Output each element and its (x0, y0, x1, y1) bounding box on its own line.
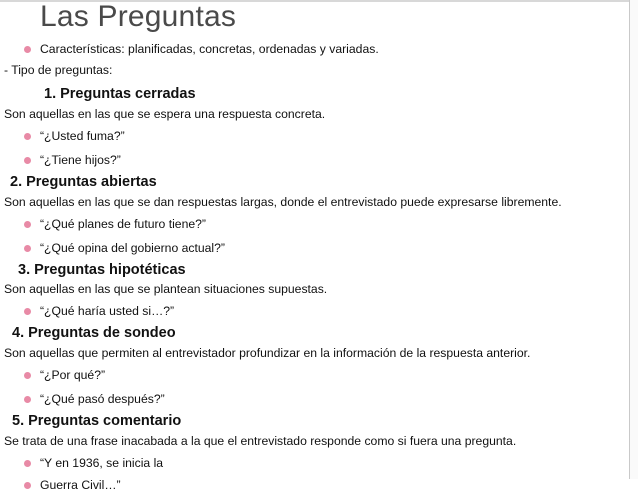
bullet-icon (24, 372, 31, 379)
intro-text: Características: planificadas, concretas, ordenadas y variadas. (40, 42, 379, 56)
bullet-icon (24, 308, 31, 315)
section-description-cerradas (4, 106, 630, 122)
description-text: Son aquellas en las que se espera una respuesta concreta. (4, 107, 326, 121)
bullet-icon (24, 133, 31, 140)
bullet-icon (24, 221, 31, 228)
section-heading-sondeo: 4. Preguntas de sondeo (12, 325, 176, 341)
example-item (24, 128, 630, 144)
example-text: “¿Qué pasó después?” (40, 392, 165, 406)
slide-content (4, 41, 630, 493)
example-text: “¿Usted fuma?” (40, 129, 125, 143)
intro-bullet (24, 41, 630, 57)
section-description-sondeo (4, 345, 630, 361)
description-text: Se trata de una frase inacabada a la que el entrevistado responde como si fuera una pregunta. (4, 434, 517, 448)
section-description-comentario (4, 433, 630, 449)
slide-right-border (629, 0, 638, 479)
example-item (24, 455, 630, 471)
bullet-icon (24, 396, 31, 403)
example-item (24, 152, 630, 168)
bullet-icon (24, 46, 31, 53)
example-item (24, 303, 630, 319)
example-text: “Y en 1936, se inicia la (40, 456, 164, 470)
example-text: Guerra Civil…” (40, 478, 121, 492)
example-text: “¿Qué planes de futuro tiene?” (40, 217, 206, 231)
example-text: “¿Por qué?” (40, 368, 106, 382)
description-text: Son aquellas en las que se plantean situaciones supuestas. (4, 282, 328, 296)
example-text: “¿Qué opina del gobierno actual?” (40, 241, 225, 255)
section-heading-hipoteticas: 3. Preguntas hipotéticas (18, 262, 186, 278)
example-item (24, 391, 630, 407)
types-label-row (4, 62, 630, 78)
section-heading-abiertas: 2. Preguntas abiertas (10, 174, 157, 190)
description-text: Son aquellas en las que se dan respuestas largas, donde el entrevistado puede expresarse libremente. (4, 195, 562, 209)
slide-title: Las Preguntas (40, 0, 237, 33)
bullet-icon (24, 460, 31, 467)
bullet-icon (24, 245, 31, 252)
bullet-icon (24, 482, 31, 489)
example-item (24, 367, 630, 383)
section-heading-cerradas: 1. Preguntas cerradas (44, 86, 196, 102)
example-text: “¿Tiene hijos?” (40, 153, 121, 167)
types-label: - Tipo de preguntas: (4, 63, 113, 77)
example-text: “¿Qué haría usted si…?” (40, 304, 175, 318)
section-description-abiertas (4, 194, 630, 210)
bullet-icon (24, 157, 31, 164)
example-item (24, 477, 630, 493)
section-heading-comentario: 5. Preguntas comentario (12, 413, 182, 429)
description-text: Son aquellas que permiten al entrevistador profundizar en la información de la respuesta anterior. (4, 346, 531, 360)
example-item (24, 216, 630, 232)
section-description-hipoteticas (4, 281, 630, 297)
example-item (24, 240, 630, 256)
